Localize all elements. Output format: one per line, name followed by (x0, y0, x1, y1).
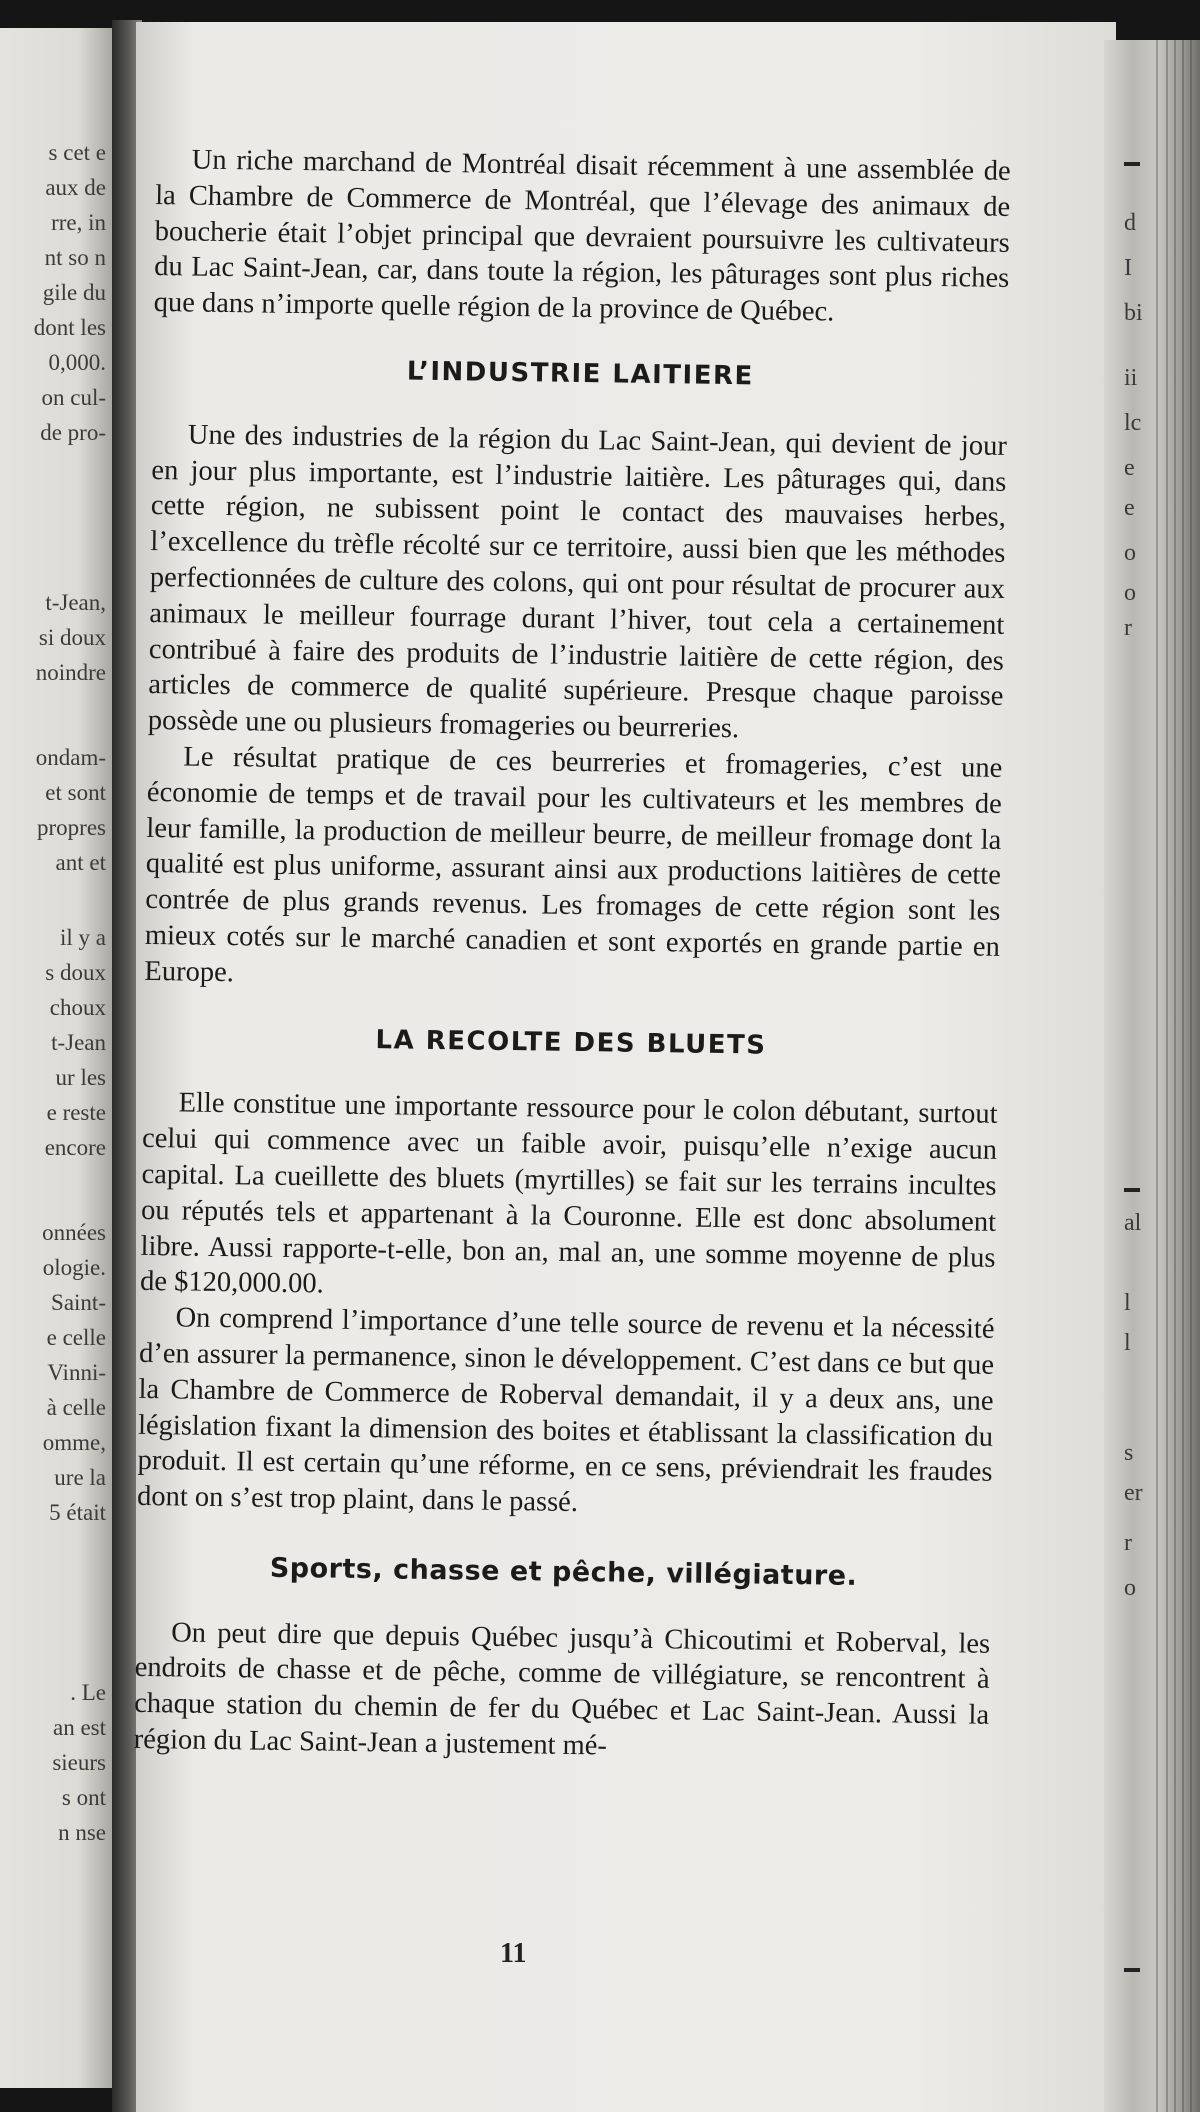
left-page-text-fragment: encore (44, 1135, 106, 1160)
left-page-text-fragment: si doux (38, 625, 106, 650)
left-page-text-fragment: ondam- (35, 745, 106, 770)
left-page-text-fragment: choux (49, 995, 106, 1020)
left-page-text-fragment: s ont (61, 1785, 106, 1810)
right-page-text-fragment: l (1124, 1290, 1131, 1316)
left-page-text-fragment: t-Jean, (45, 590, 106, 615)
right-page-text-fragment: l (1124, 1330, 1131, 1356)
left-page-text-fragment: propres (37, 815, 106, 840)
heading-recolte-bluets: LA RECOLTE DES BLUETS (375, 1024, 767, 1061)
right-page-text-fragment: o (1124, 1575, 1136, 1601)
left-page-text-fragment: ure la (54, 1465, 106, 1490)
right-page-text-fragment: d (1124, 210, 1136, 236)
edge-mark (1124, 162, 1140, 166)
edge-mark (1124, 1968, 1140, 1972)
left-page-text-fragment: dont les (33, 315, 106, 340)
right-page-edges (1104, 40, 1200, 2112)
right-page-text-fragment: I (1124, 255, 1132, 281)
heading-sports-chasse-peche: Sports, chasse et pêche, villégiature. (269, 1552, 858, 1592)
left-page-text-fragment: gile du (42, 280, 106, 305)
right-page-text-fragment: o (1124, 580, 1136, 606)
right-page-text-fragment: e (1124, 455, 1135, 481)
left-page-text-fragment: onnées (42, 1220, 106, 1245)
left-page-text-fragment: nt so n (44, 245, 106, 270)
laitiere-paragraph-1: Une des industries de la région du Lac Saint-Jean, qui devient de jour en jour plus importante, est l’industrie laitière. Les pâturages qui, dans cette région, ne subissent point le contact des mauvaises herbes, l’excellence du trèfle récolté sur ce territoire, aussi bien que les méthodes perfectionnées de culture des colons, qui ont pour résultat de procurer aux animaux le meilleur fourrage durant l’hiver, tout cela a certainement contribué à faire des produits de l’industrie laitière de cette région, des articles de commerce de qualité supérieure. Presque chaque paroisse possède une ou plusieurs fromageries ou beurreries. (147, 419, 1008, 745)
left-page-text-fragment: sieurs (52, 1750, 106, 1775)
left-page-text-fragment: an est (52, 1715, 106, 1740)
left-page-text-fragment: ur les (55, 1065, 106, 1090)
right-page-text-fragment: er (1124, 1480, 1143, 1506)
left-facing-page (0, 28, 112, 2088)
page-text-column (133, 142, 1010, 1770)
left-page-text-fragment: n nse (58, 1820, 106, 1845)
right-page-text-fragment: bi (1124, 300, 1143, 326)
left-page-text-fragment: on cul- (41, 385, 106, 410)
bluets-paragraph-2: On comprend l’importance d’une telle source de revenu et la nécessité d’en assurer la permanence, sinon le développement. C’est dans ce but que la Chambre de Commerce de Roberval demandait, il y a deux ans, une législation fixant la dimension des boites et établissant la classification du produit. Il est certain qu’une réforme, en ce sens, préviendrait les fraudes dont on s’est trop plaint, dans le passé. (136, 1302, 995, 1519)
right-page-text-fragment: r (1124, 1530, 1132, 1556)
right-page-text-fragment: r (1124, 615, 1132, 641)
left-page-text-fragment: e celle (46, 1325, 106, 1350)
page-number: 11 (500, 1938, 527, 1969)
right-page-text-fragment: e (1124, 495, 1135, 521)
left-page-text-fragment: s cet e (48, 140, 106, 165)
left-page-text-fragment: e reste (46, 1100, 106, 1125)
left-page-text-fragment: ant et (55, 850, 106, 875)
left-page-text-fragment: noindre (35, 660, 106, 685)
left-page-text-fragment: 0,000. (48, 350, 106, 375)
heading-industrie-laitiere: L’INDUSTRIE LAITIERE (406, 356, 754, 392)
bluets-paragraph-1: Elle constitue une importante ressource pour le colon débutant, surtout celui qui commence avec un faible avoir, puisqu’elle n’exige aucun capital. La cueillette des bluets (myrtilles) se fait sur les terrains incultes ou réputés tels et appartenant à la Couronne. Elle est donc absolument libre. Aussi rapporte-t-elle, bon an, mal an, une somme moyenne de plus de $120,000.00. (139, 1087, 998, 1300)
right-page-text-fragment: lc (1124, 410, 1142, 436)
left-page-text-fragment: rre, in (51, 210, 106, 235)
right-page-text-fragment: al (1124, 1210, 1142, 1236)
sports-paragraph-1: On peut dire que depuis Québec jusqu’à Chicoutimi et Roberval, les endroits de chasse et de pêche, comme de villégiature, se rencontrent à chaque station du chemin de fer du Québec et Lac Saint-Jean. Aussi la région du Lac Saint-Jean a justement mé- (133, 1617, 991, 1762)
left-page-text-fragment: il y a (60, 925, 106, 950)
left-page-text-fragment: . Le (70, 1680, 106, 1705)
left-page-text-fragment: ologie. (42, 1255, 106, 1280)
left-page-text-fragment: omme, (42, 1430, 106, 1455)
laitiere-paragraph-2: Le résultat pratique de ces beurreries et fromageries, c’est une économie de temps et de travail pour les cultivateurs et les membres de leur famille, la production de meilleur beurre, de meilleur fromage dont la qualité est plus uniforme, assurant ainsi aux productions laitières de cette contrée de plus grands revenus. Les fromages de cette région sont les mieux cotés sur le marché canadien et sont exportés en grande partie en Europe. (144, 741, 1003, 988)
left-page-text-fragment: Vinni- (47, 1360, 106, 1385)
left-page-text-fragment: s doux (45, 960, 106, 985)
left-page-text-fragment: à celle (46, 1395, 106, 1420)
left-page-text-fragment: 5 était (49, 1500, 106, 1525)
left-page-text-fragment: de pro- (40, 420, 106, 445)
edge-mark (1124, 1188, 1140, 1192)
right-page-text-fragment: o (1124, 540, 1136, 566)
intro-paragraph: Un riche marchand de Montréal disait récemment à une assemblée de la Chambre de Commerce de Montréal, que l’élevage des animaux de boucherie était l’objet principal que devraient poursuivre les cultivateurs du Lac Saint-Jean, car, dans toute la région, les pâturages sont plus riches que dans n’importe quelle région de la province de Québec. (153, 144, 1011, 328)
left-page-text-fragment: aux de (45, 175, 106, 200)
left-page-text-fragment: et sont (45, 780, 106, 805)
left-page-text-fragment: Saint- (51, 1290, 106, 1315)
right-page-text-fragment: ii (1124, 365, 1138, 391)
left-page-text-fragment: t-Jean (51, 1030, 106, 1055)
right-page-text-fragment: s (1124, 1440, 1134, 1466)
